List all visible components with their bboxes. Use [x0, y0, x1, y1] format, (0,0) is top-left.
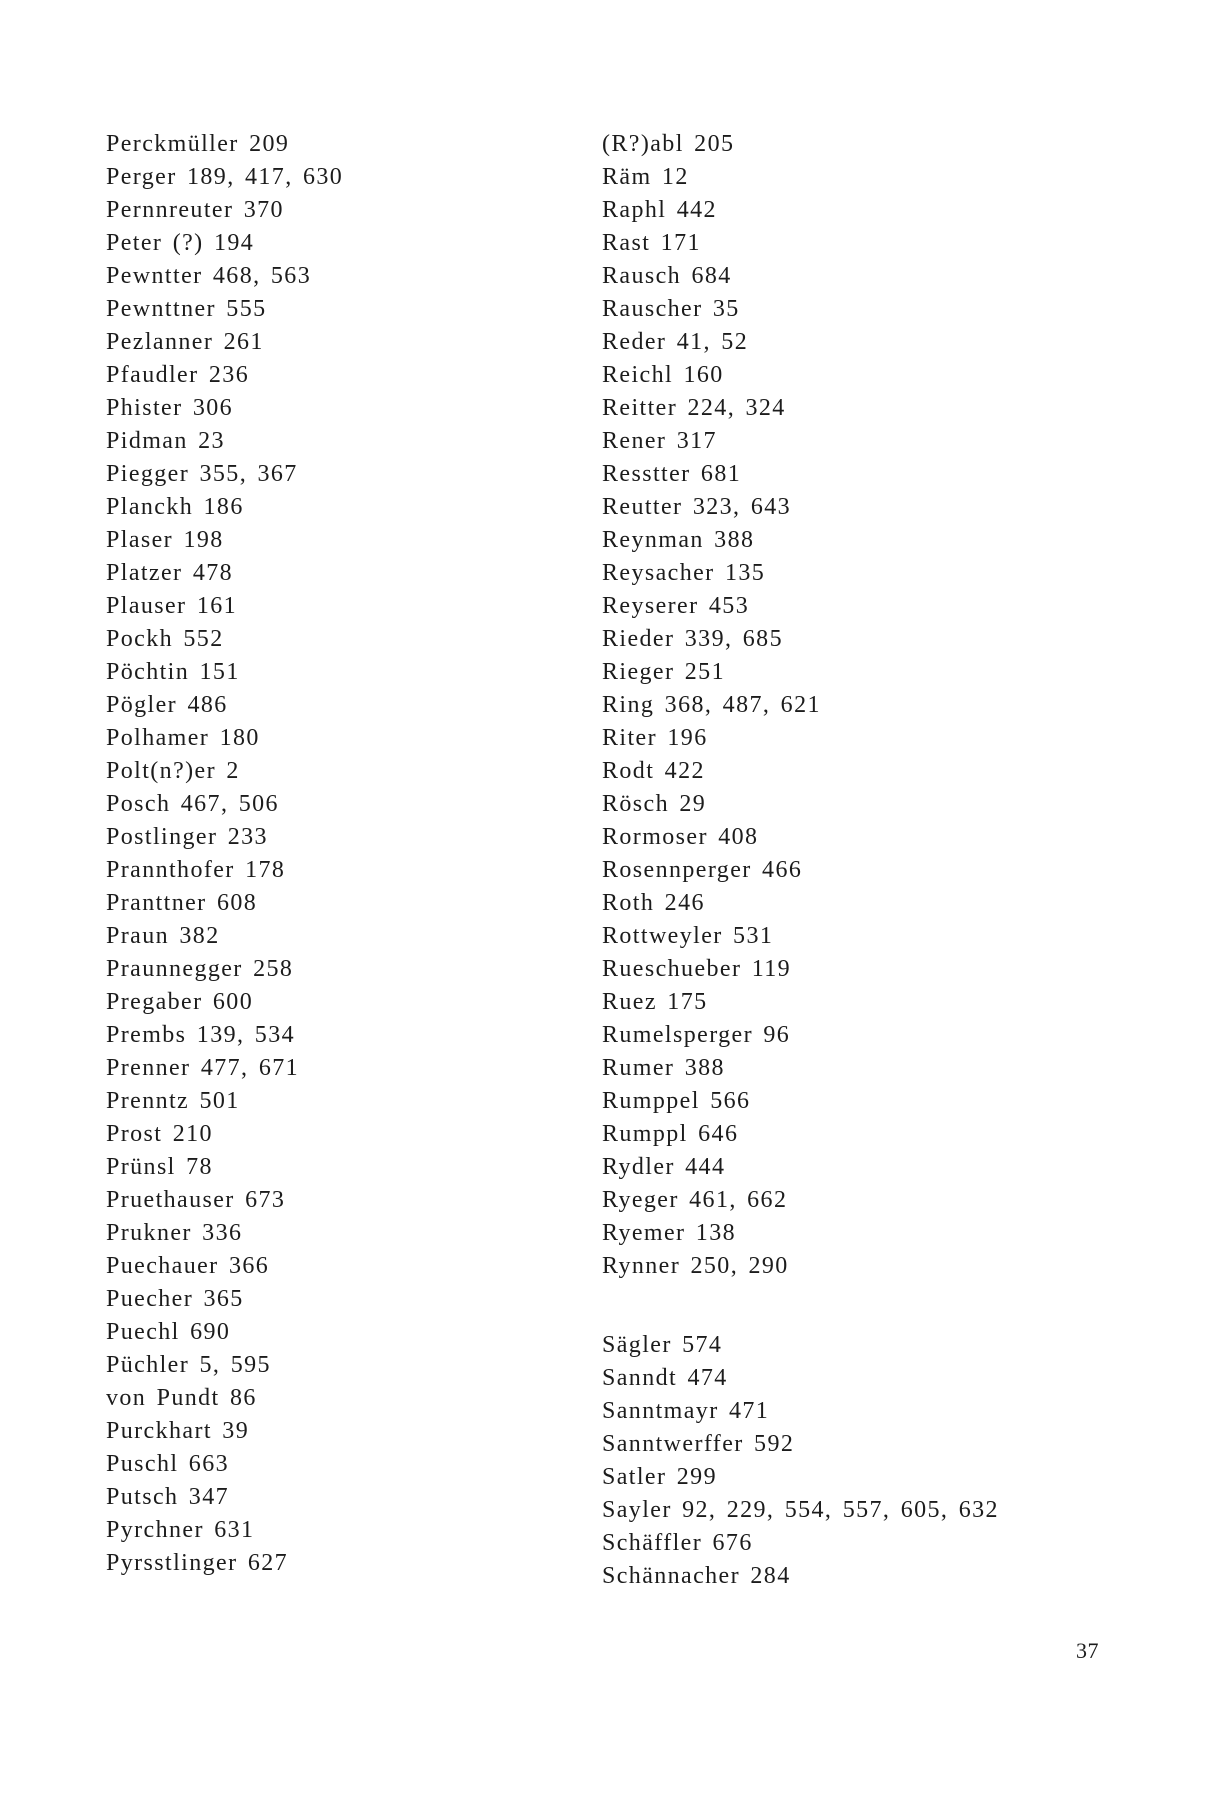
- index-entry: Piegger 355, 367: [106, 461, 298, 487]
- index-entry: Planckh 186: [106, 494, 244, 520]
- index-entry: Rumppl 646: [602, 1121, 739, 1147]
- index-entry: Praun 382: [106, 923, 220, 949]
- index-entry: Pregaber 600: [106, 989, 254, 1015]
- index-entry: von Pundt 86: [106, 1385, 257, 1411]
- index-entry: Satler 299: [602, 1464, 717, 1490]
- index-entry: Pernnreuter 370: [106, 197, 284, 223]
- index-entry: Puschl 663: [106, 1451, 230, 1477]
- index-entry: Pruethauser 673: [106, 1187, 286, 1213]
- index-entry: Polt(n?)er 2: [106, 758, 240, 784]
- index-entry: Püchler 5, 595: [106, 1352, 271, 1378]
- index-entry: Sayler 92, 229, 554, 557, 605, 632: [602, 1497, 999, 1523]
- index-entry: Pockh 552: [106, 626, 224, 652]
- index-entry: Perger 189, 417, 630: [106, 164, 344, 190]
- index-entry: Räm 12: [602, 164, 689, 190]
- index-entry: Prenntz 501: [106, 1088, 240, 1114]
- index-entry: Platzer 478: [106, 560, 234, 586]
- index-entry: Reyserer 453: [602, 593, 750, 619]
- index-entry: Pewntter 468, 563: [106, 263, 312, 289]
- index-entry: Reutter 323, 643: [602, 494, 792, 520]
- letter-group-gap: [602, 1283, 999, 1329]
- index-entry: Rast 171: [602, 230, 701, 256]
- index-entry: Rumppel 566: [602, 1088, 751, 1114]
- index-entry: Rormoser 408: [602, 824, 759, 850]
- index-entry: Prannthofer 178: [106, 857, 286, 883]
- index-entry: Postlinger 233: [106, 824, 268, 850]
- index-entry: Rottweyler 531: [602, 923, 774, 949]
- index-entry: Puecher 365: [106, 1286, 244, 1312]
- index-entry: Raphl 442: [602, 197, 717, 223]
- index-entry: Ryeger 461, 662: [602, 1187, 788, 1213]
- index-entry: Perckmüller 209: [106, 131, 290, 157]
- index-entry: Rosennperger 466: [602, 857, 803, 883]
- index-column-left: [106, 128, 343, 1580]
- index-entry: Pranttner 608: [106, 890, 258, 916]
- index-entry: Reder 41, 52: [602, 329, 749, 355]
- index-entry: Rumelsperger 96: [602, 1022, 791, 1048]
- index-entry: Pyrsstlinger 627: [106, 1550, 289, 1576]
- index-entry: Plaser 198: [106, 527, 224, 553]
- index-entry: Rener 317: [602, 428, 717, 454]
- index-entry: Ring 368, 487, 621: [602, 692, 821, 718]
- index-entry: Roth 246: [602, 890, 705, 916]
- index-entry: Sägler 574: [602, 1332, 723, 1358]
- index-entry: Phister 306: [106, 395, 234, 421]
- index-entry: Posch 467, 506: [106, 791, 279, 817]
- index-entry: Schännacher 284: [602, 1563, 791, 1589]
- index-entry: Pyrchner 631: [106, 1517, 255, 1543]
- index-entry: Rösch 29: [602, 791, 707, 817]
- index-entry: Riter 196: [602, 725, 708, 751]
- index-entry: Rodt 422: [602, 758, 705, 784]
- index-entry: Pezlanner 261: [106, 329, 264, 355]
- index-entry: Reichl 160: [602, 362, 724, 388]
- index-entry: Prembs 139, 534: [106, 1022, 295, 1048]
- index-entry: Sanndt 474: [602, 1365, 728, 1391]
- index-entry: Purckhart 39: [106, 1418, 250, 1444]
- index-entry: Rueschueber 119: [602, 956, 792, 982]
- index-entry: Rauscher 35: [602, 296, 740, 322]
- index-entry: Reitter 224, 324: [602, 395, 786, 421]
- index-entry: Puechauer 366: [106, 1253, 270, 1279]
- index-entry: Prukner 336: [106, 1220, 243, 1246]
- index-entry: Puechl 690: [106, 1319, 231, 1345]
- index-entry: Sanntwerffer 592: [602, 1431, 795, 1457]
- index-entry: Rynner 250, 290: [602, 1253, 789, 1279]
- index-entry: Rieger 251: [602, 659, 725, 685]
- index-entry: Pewnttner 555: [106, 296, 267, 322]
- index-entry: Rieder 339, 685: [602, 626, 783, 652]
- index-entry: Reynman 388: [602, 527, 755, 553]
- index-entry: Ruez 175: [602, 989, 708, 1015]
- index-entry: Pidman 23: [106, 428, 225, 454]
- index-entry: Rausch 684: [602, 263, 732, 289]
- index-column-right: [602, 128, 999, 1593]
- index-entry: Rydler 444: [602, 1154, 726, 1180]
- index-entry: Praunnegger 258: [106, 956, 294, 982]
- index-entry: Peter (?) 194: [106, 230, 255, 256]
- index-entry: (R?)abl 205: [602, 131, 735, 157]
- index-entry: Schäffler 676: [602, 1530, 753, 1556]
- page-number: 37: [1076, 1638, 1099, 1663]
- index-entry: Prünsl 78: [106, 1154, 213, 1180]
- index-entry: Resstter 681: [602, 461, 742, 487]
- index-entry: Prost 210: [106, 1121, 213, 1147]
- index-entry: Putsch 347: [106, 1484, 230, 1510]
- index-entry: Pögler 486: [106, 692, 228, 718]
- index-entry: Ryemer 138: [602, 1220, 737, 1246]
- index-entry: Rumer 388: [602, 1055, 725, 1081]
- index-entry: Sanntmayr 471: [602, 1398, 770, 1424]
- index-entry: Pfaudler 236: [106, 362, 250, 388]
- index-entry: Polhamer 180: [106, 725, 260, 751]
- index-entry: Prenner 477, 671: [106, 1055, 300, 1081]
- index-entry: Reysacher 135: [602, 560, 766, 586]
- index-entry: Pöchtin 151: [106, 659, 240, 685]
- index-entry: Plauser 161: [106, 593, 238, 619]
